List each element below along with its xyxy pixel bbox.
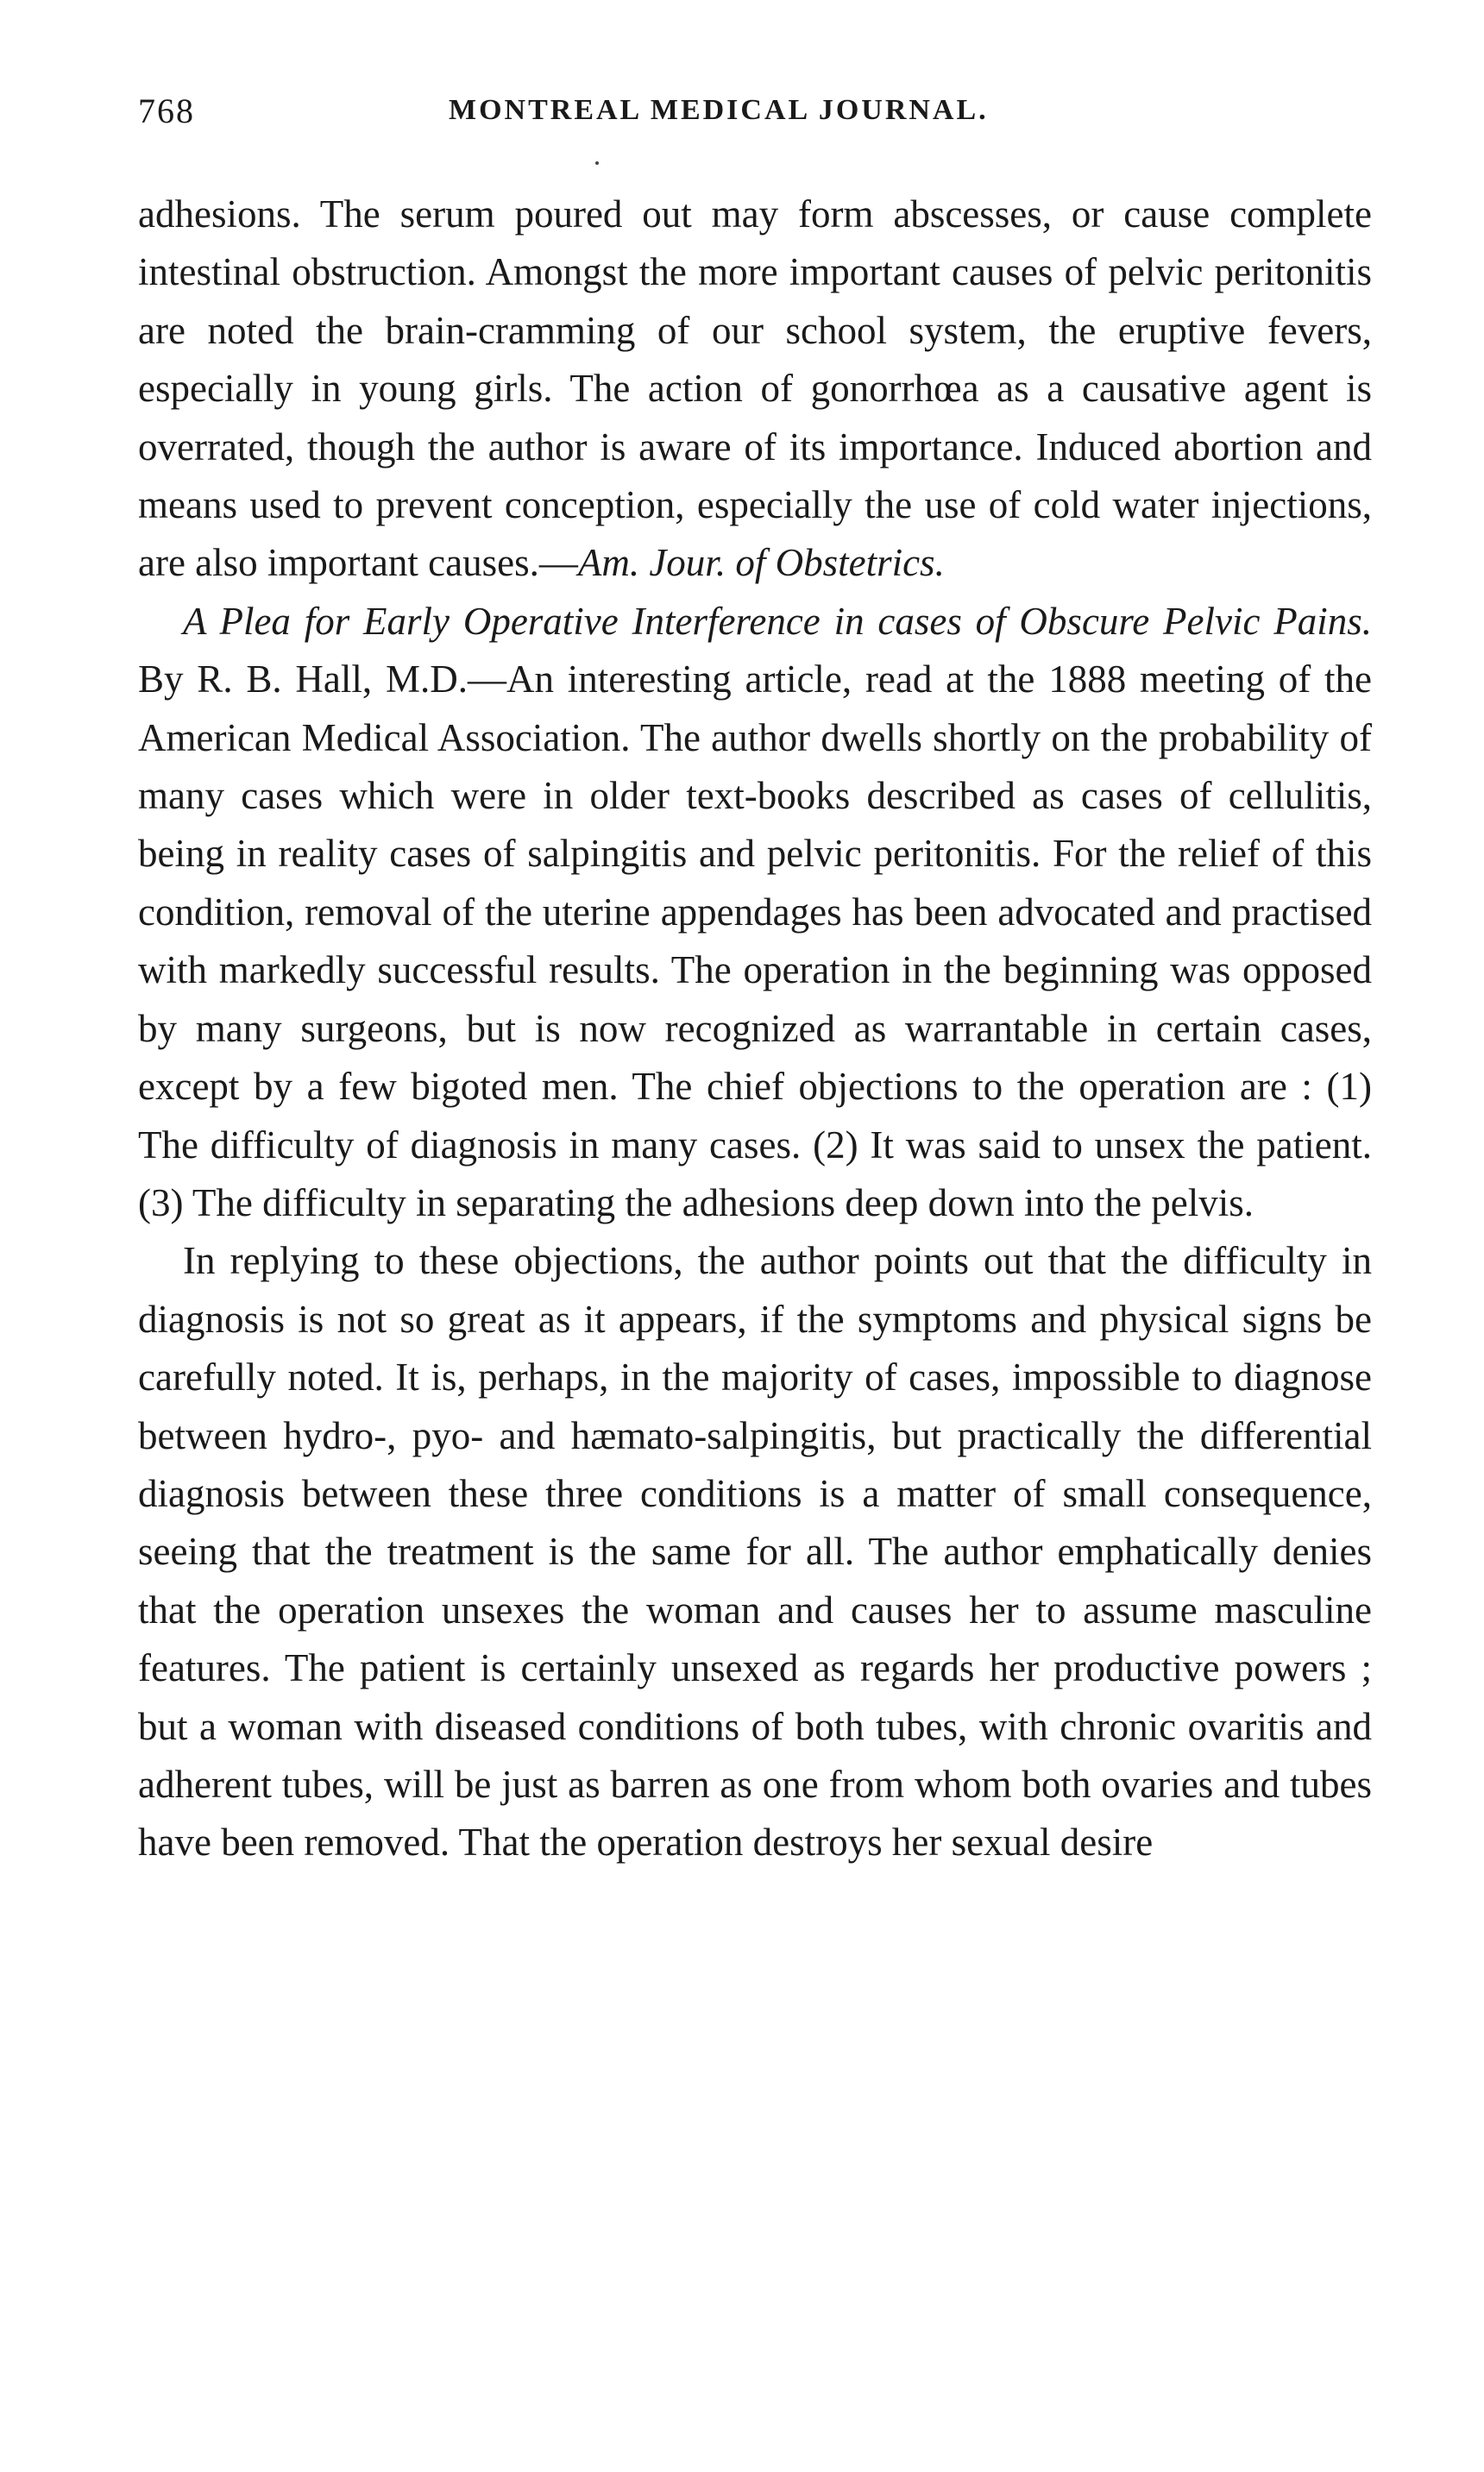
continuation-paragraph (138, 186, 1372, 593)
running-head (138, 91, 1372, 142)
continuation-body: adhesions. The serum poured out may form abscesses, or cause complete intestinal obstruction. Amongst the more important causes of pelvic peritonitis are noted the brain-cramming of our school system, the eruptive fevers, especially in young girls. The action of gonorrhœa as a causative agent is overrated, though the author is aware of its importance. Induced abortion and means used to prevent conception, especially the use of cold water injections, are also important causes.— (138, 192, 1372, 585)
article-title: A Plea for Early Operative Interference in cases of Obscure Pelvic Pains. (183, 599, 1372, 643)
article-paragraph-2: In replying to these objections, the author points out that the difficulty in diagnosis is not so great as it appears, if the symptoms and physical signs be carefully noted. It is, perhaps, in the majority of cases, impossible to diagnose between hydro-, pyo- and hæmato-salpingitis, but practically the differential diagnosis between these three conditions is a matter of small consequence, seeing that the treatment is the same for all. The author emphatically denies that the operation unsexes the woman and causes her to assume masculine features. The patient is certainly unsexed as regards her productive powers ; but a woman with diseased conditions of both tubes, with chronic ovaritis and adherent tubes, will be just as barren as one from whom both ovaries and tubes have been removed. That the operation destroys her sexual desire (138, 1239, 1372, 1865)
article-byline: By R. B. Hall, M.D.— (138, 657, 506, 701)
header-dot (595, 161, 599, 165)
journal-page (138, 91, 1372, 1872)
page-number: 768 (138, 91, 195, 130)
article-text (138, 186, 1372, 1872)
continuation-source: Am. Jour. of Obstetrics. (577, 541, 945, 585)
article-paragraph-1 (138, 593, 1372, 1232)
article-paragraph-1-text: An interesting article, read at the 1888 meeting of the American Medical Association. The author dwells shortly on the probability of many cases which were in older text-books described as cases of cellulitis, being in reality cases of salpingitis and pelvic peritonitis. For the relief of this condition, removal of the uterine appendages has been advocated and practised with markedly successful results. The operation in the beginning was opposed by many surgeons, but is now recognized as warrantable in certain cases, except by a few bigoted men. The chief objections to the operation are : (1) The difficulty of diagnosis in many cases. (2) It was said to unsex the patient. (3) The difficulty in separating the adhesions deep down into the pelvis. (138, 657, 1372, 1224)
journal-title: MONTREAL MEDICAL JOURNAL. (449, 94, 989, 126)
